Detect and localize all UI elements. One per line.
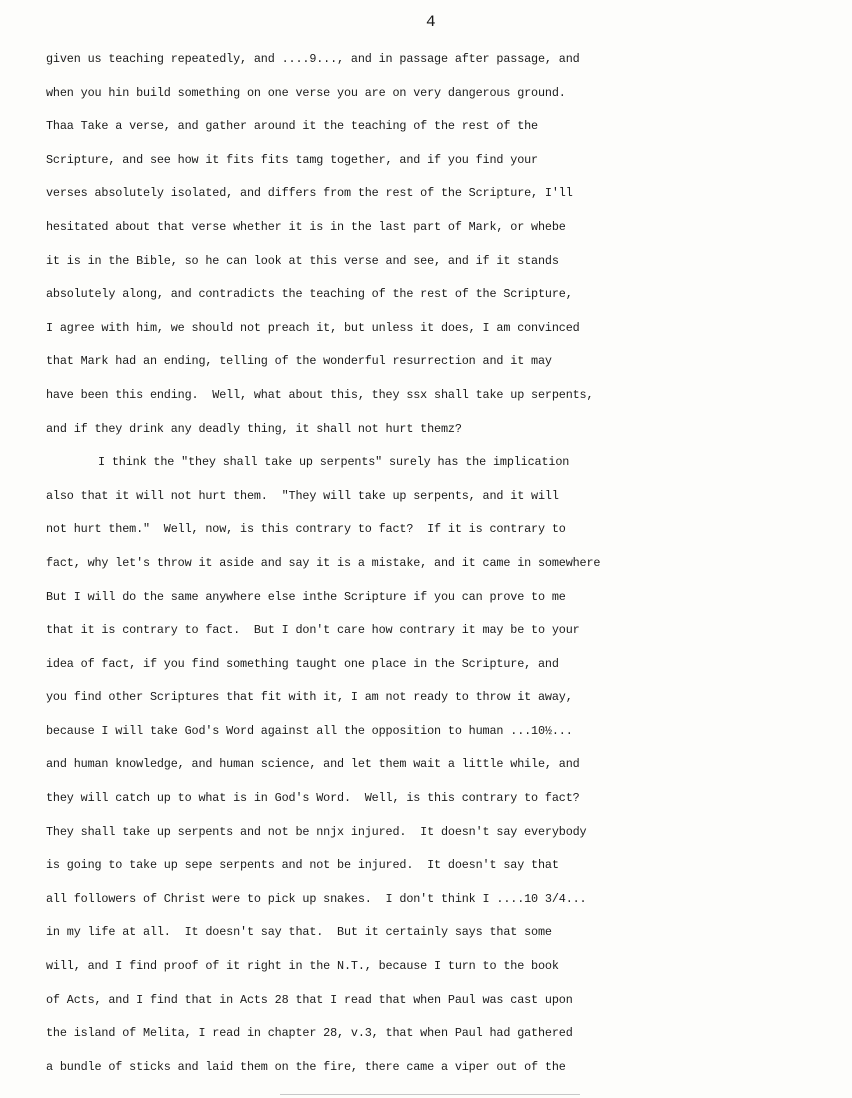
page-number: 4 — [426, 13, 436, 31]
text-line: when you hin build something on one verse you are on very dangerous ground. — [46, 85, 566, 100]
text-line: is going to take up sepe serpents and not be injured. It doesn't say that — [46, 858, 559, 873]
text-line: will, and I find proof of it right in the N.T., because I turn to the book — [46, 959, 559, 974]
bottom-rule — [280, 1094, 580, 1095]
text-line: it is in the Bible, so he can look at this verse and see, and if it stands — [46, 253, 559, 268]
text-line: also that it will not hurt them. "They will take up serpents, and it will — [46, 488, 559, 503]
text-line: I agree with him, we should not preach it, but unless it does, I am convinced — [46, 320, 580, 335]
text-line: the island of Melita, I read in chapter 28, v.3, that when Paul had gathered — [46, 1026, 573, 1041]
text-line: Thaa Take a verse, and gather around it the teaching of the rest of the — [46, 119, 538, 134]
text-line: not hurt them." Well, now, is this contrary to fact? If it is contrary to — [46, 522, 566, 537]
text-line: in my life at all. It doesn't say that. But it certainly says that some — [46, 925, 552, 940]
text-line: you find other Scriptures that fit with it, I am not ready to throw it away, — [46, 690, 573, 705]
text-line: absolutely along, and contradicts the teaching of the rest of the Scripture, — [46, 287, 573, 302]
text-line: of Acts, and I find that in Acts 28 that I read that when Paul was cast upon — [46, 992, 573, 1007]
text-line: that it is contrary to fact. But I don't care how contrary it may be to your — [46, 623, 580, 638]
text-line: and if they drink any deadly thing, it shall not hurt themz? — [46, 421, 462, 436]
text-line: have been this ending. Well, what about this, they ssx shall take up serpents, — [46, 387, 594, 402]
text-line: Scripture, and see how it fits fits tamg together, and if you find your — [46, 152, 538, 167]
body-text — [0, 47, 852, 1088]
text-line: verses absolutely isolated, and differs from the rest of the Scripture, I'll — [46, 186, 573, 201]
text-line: given us teaching repeatedly, and ....9..., and in passage after passage, and — [46, 52, 580, 66]
text-line: and human knowledge, and human science, and let them wait a little while, and — [46, 757, 580, 772]
text-line: because I will take God's Word against all the opposition to human ...10½... — [46, 723, 573, 738]
text-line: a bundle of sticks and laid them on the fire, there came a viper out of the — [46, 1059, 566, 1074]
text-line: all followers of Christ were to pick up snakes. I don't think I ....10 3/4... — [46, 891, 587, 906]
text-line: idea of fact, if you find something taught one place in the Scripture, and — [46, 656, 559, 671]
text-line: I think the "they shall take up serpents" surely has the implication — [98, 455, 570, 470]
text-line: fact, why let's throw it aside and say it is a mistake, and it came in somewhere — [46, 555, 601, 570]
text-line: hesitated about that verse whether it is in the last part of Mark, or whebe — [46, 219, 566, 234]
text-line: that Mark had an ending, telling of the wonderful resurrection and it may — [46, 354, 552, 369]
text-line: They shall take up serpents and not be nnjx injured. It doesn't say everybody — [46, 824, 587, 839]
text-line: But I will do the same anywhere else inthe Scripture if you can prove to me — [46, 589, 566, 604]
text-line: they will catch up to what is in God's Word. Well, is this contrary to fact? — [46, 791, 580, 806]
